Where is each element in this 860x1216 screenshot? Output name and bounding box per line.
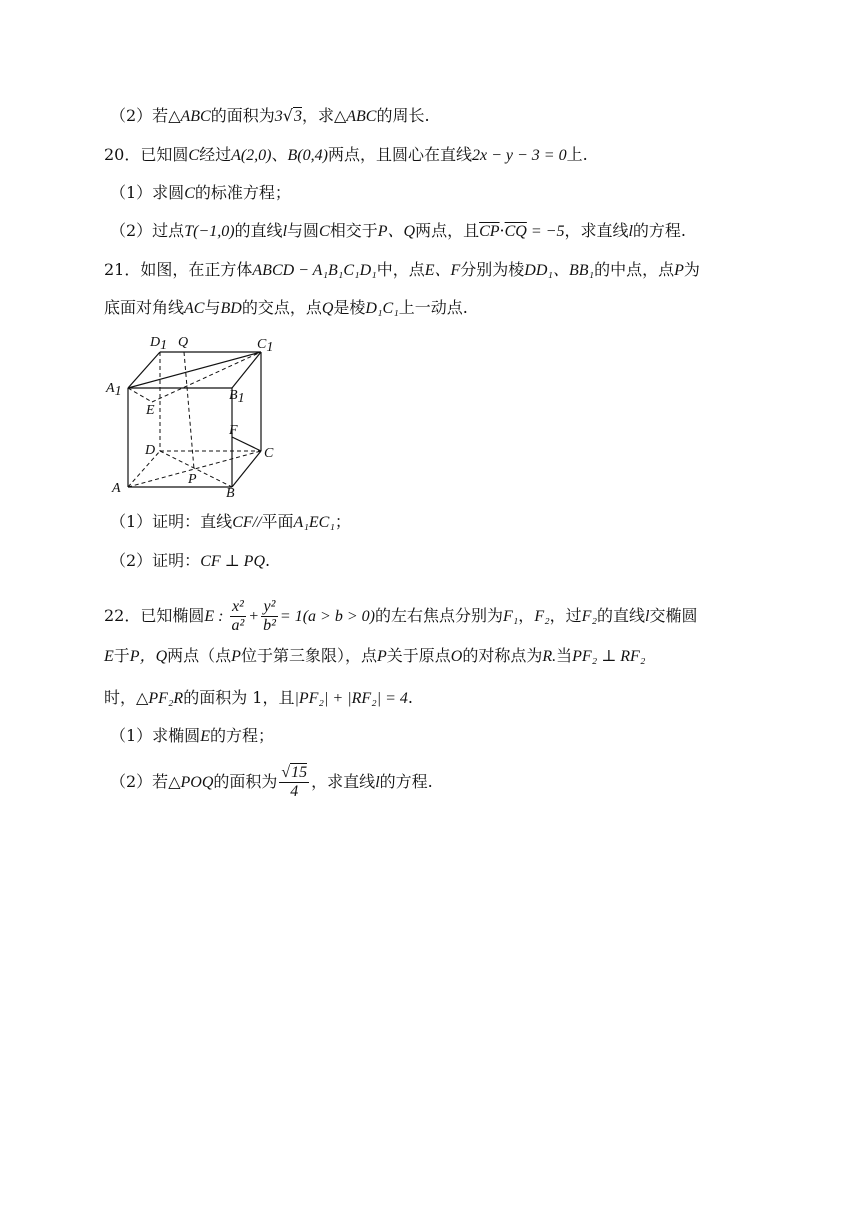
p21-point-p: P <box>674 262 684 279</box>
p22-part1 <box>110 724 860 749</box>
p22-l2e: P <box>231 648 241 665</box>
p22-f2-b: F₂ <box>581 608 598 625</box>
p21-l2a: 底面对角线 <box>104 298 185 317</box>
fraction-area-den: 4 <box>290 783 299 800</box>
label-q: Q <box>178 335 189 350</box>
p19-area-radicand: 3 <box>293 108 302 125</box>
p22-origin-o: O <box>450 648 463 665</box>
p20-point-t: T(−1,0) <box>184 223 235 240</box>
p22-part1-a: （1）求椭圆 <box>110 726 201 745</box>
label-d: D <box>145 443 156 458</box>
p22-l3a: 时， <box>104 688 137 707</box>
p22-part1-b: 的方程； <box>209 726 274 745</box>
p20-part2 <box>110 219 860 244</box>
p20-dot-value: = −5 <box>526 223 565 240</box>
p22-part2-line-l: l <box>375 774 380 791</box>
p20-point-a: A(2,0) <box>231 147 272 164</box>
p22-part2-c: ，求直线 <box>311 772 376 791</box>
p22-l3c: 的面积为 1，且 <box>183 688 295 707</box>
p20-point-b: B(0,4) <box>287 147 328 164</box>
p20-line-l-2: l <box>628 223 633 240</box>
p22-part2-a: （2）若 <box>110 772 169 791</box>
p20-part1-tail: 的标准方程； <box>194 183 291 202</box>
p20-vector-cq: $\overline{CQ}$ <box>504 223 527 240</box>
p22-line-l: l <box>645 608 650 625</box>
p21-part1-b: 平面 <box>261 512 294 531</box>
fraction-area <box>279 764 309 801</box>
label-c: C <box>264 446 274 461</box>
p21-l2d: 是棱 <box>333 298 366 317</box>
p20-points-pq: P、Q <box>377 223 416 240</box>
segment-a1-e <box>128 388 152 402</box>
p21-t1: 如图，在正方体 <box>140 260 253 279</box>
p21-edge-d1c1: D₁C₁ <box>365 300 399 317</box>
p20-line-l: l <box>282 223 288 240</box>
p20-t4: 上. <box>566 145 588 164</box>
p22-l2j: 的对称点为 <box>462 646 543 665</box>
edge-a-d <box>128 451 160 487</box>
p21-number: 21． <box>104 260 141 279</box>
label-f: F <box>229 423 238 438</box>
p20-dot: · <box>499 221 505 240</box>
p20-part2-g: 的方程. <box>632 221 687 240</box>
p19-sep: ，求 <box>301 106 334 125</box>
p22-t5: 的直线 <box>597 606 646 625</box>
p20-line-equation: 2x − y − 3 = 0 <box>471 147 567 164</box>
p22-t2: 的左右焦点分别为 <box>374 606 503 625</box>
p21-l2e: 上一动点. <box>398 298 468 317</box>
p22-t4: ，过 <box>549 606 582 625</box>
p20-vector-cp: $\overline{CP}$ <box>479 223 500 240</box>
p22-l2h: 关于原点 <box>386 646 451 665</box>
fraction-y-num: y² <box>261 598 278 617</box>
p22-f1: F₁ <box>502 608 519 625</box>
p22-colon: : <box>214 608 228 625</box>
p21-t3: 分别为棱 <box>460 260 525 279</box>
p21-parallel: // <box>252 514 262 531</box>
p21-ac: AC <box>184 300 205 317</box>
p20-sep: 、 <box>271 145 288 164</box>
p20-part2-circle: C <box>319 223 330 240</box>
p21-plane: A₁EC₁ <box>293 514 335 531</box>
p21-bd: BD <box>220 300 242 317</box>
p21-perp-expr: CF ⊥ PQ <box>200 553 266 570</box>
p20-stem <box>104 143 860 168</box>
p22-condition: (a > b > 0) <box>302 608 375 625</box>
label-a1: A1 <box>106 381 122 399</box>
label-b: B <box>226 486 235 501</box>
p20-number: 20． <box>104 145 141 164</box>
p22-l2f: 位于第三象限），点 <box>240 646 377 665</box>
p22-stem-line3 <box>104 686 860 711</box>
p22-f2: F₂ <box>534 608 550 625</box>
p22-number: 22． <box>104 606 141 625</box>
p22-l3e: . <box>407 688 413 707</box>
p22-sum-condition: |PF₂| + |RF₂| = 4 <box>294 690 408 707</box>
p21-part2-b: . <box>265 551 271 570</box>
p21-part1 <box>110 510 860 535</box>
p20-part2-a: （2）过点 <box>110 221 185 240</box>
p21-t5: 为 <box>683 260 700 279</box>
p22-t3: ， <box>518 606 535 625</box>
label-c1: C1 <box>257 337 274 355</box>
p22-t6: 交椭圆 <box>649 606 698 625</box>
fraction-x <box>230 598 247 635</box>
fraction-y <box>261 598 278 635</box>
p19-area-coef: 3 <box>274 108 283 125</box>
p22-perp-condition: PF₂ ⊥ RF₂ <box>572 648 646 665</box>
p21-part1-a: （1）证明：直线 <box>110 512 233 531</box>
p21-l2c: 的交点，点 <box>241 298 322 317</box>
label-d1: D1 <box>150 335 168 353</box>
p21-stem-line1 <box>104 258 860 283</box>
p21-edges: DD₁、BB₁ <box>524 262 595 279</box>
p20-part1-label: （1）求圆 <box>110 183 185 202</box>
p20-part1 <box>110 181 860 206</box>
p21-cube-name: ABCD − A₁B₁C₁D₁ <box>252 262 377 279</box>
segment-a1-c1 <box>128 352 261 388</box>
p22-l2b: 于 <box>113 646 130 665</box>
sqrt-symbol: √ <box>282 106 293 125</box>
p22-part2-d: 的方程. <box>379 772 433 791</box>
p22-t1: 已知椭圆 <box>140 606 205 625</box>
p21-stem-line2 <box>104 296 860 321</box>
p19-triangle-2: △ABC <box>333 108 377 125</box>
p22-ellipse-e: E <box>204 608 215 625</box>
edge-a1-d1 <box>128 352 160 388</box>
p20-circle-c: C <box>188 147 200 164</box>
p22-plus: + <box>248 608 260 625</box>
p22-l2a: E <box>104 648 114 665</box>
fraction-x-den: a² <box>231 617 245 634</box>
label-b1: B1 <box>229 388 245 406</box>
p21-t2: 中，点 <box>376 260 425 279</box>
p22-l2d: 两点（点 <box>167 646 232 665</box>
label-p: P <box>188 472 197 487</box>
p21-cf: CF <box>232 514 253 531</box>
p21-part2-a: （2）证明： <box>110 551 201 570</box>
p21-part2 <box>110 549 860 574</box>
p20-part1-c: C <box>184 185 195 202</box>
p22-l2g: P <box>376 648 387 665</box>
sqrt-symbol-2: √ <box>281 764 291 781</box>
p22-triangle-pf2r: △PF₂R <box>136 690 184 707</box>
p22-stem-line1 <box>104 594 860 639</box>
p22-l2l: 当 <box>556 646 573 665</box>
p22-part1-e: E <box>200 728 210 745</box>
label-e: E <box>146 403 155 418</box>
fraction-y-den: b² <box>263 617 276 634</box>
p19-part2 <box>110 104 860 129</box>
p22-stem-line2 <box>104 644 860 669</box>
fraction-x-num: x² <box>230 598 247 617</box>
p19-text-mid: 的面积为 <box>210 106 275 125</box>
p21-point-q: Q <box>321 300 334 317</box>
p19-part2-label: （2）若 <box>110 106 169 125</box>
label-a: A <box>112 481 121 496</box>
segment-f-c <box>232 437 261 451</box>
p20-t1: 已知圆 <box>140 145 189 164</box>
p20-part2-e: 两点，且 <box>415 221 480 240</box>
p20-part2-b: 的直线 <box>234 221 283 240</box>
p20-part2-d: 相交于 <box>329 221 378 240</box>
fraction-area-num <box>279 764 309 783</box>
p20-t3: 两点，且圆心在直线 <box>327 145 472 164</box>
p19-triangle: △ABC <box>168 108 211 125</box>
p22-points-pq: P，Q <box>129 648 168 665</box>
fraction-area-radicand: 15 <box>291 764 308 781</box>
p22-part2 <box>110 760 860 805</box>
p21-l2b: 与 <box>204 298 221 317</box>
p22-triangle-poq: △POQ <box>168 774 214 791</box>
edge-b1-c1 <box>232 352 261 388</box>
edge-b-c <box>232 451 261 487</box>
p20-t2: 经过 <box>199 145 232 164</box>
p22-part2-b: 的面积为 <box>213 772 278 791</box>
p21-points-ef: E、F <box>424 262 461 279</box>
p20-part2-c: 与圆 <box>287 221 320 240</box>
p21-t4: 的中点，点 <box>594 260 675 279</box>
p22-point-r: R. <box>542 648 557 665</box>
cube-figure <box>104 330 284 502</box>
p20-part2-f: ，求直线 <box>564 221 629 240</box>
p19-tail: 的周长. <box>376 106 430 125</box>
p22-eq: = 1 <box>279 608 303 625</box>
p21-part1-c: ； <box>334 512 351 531</box>
